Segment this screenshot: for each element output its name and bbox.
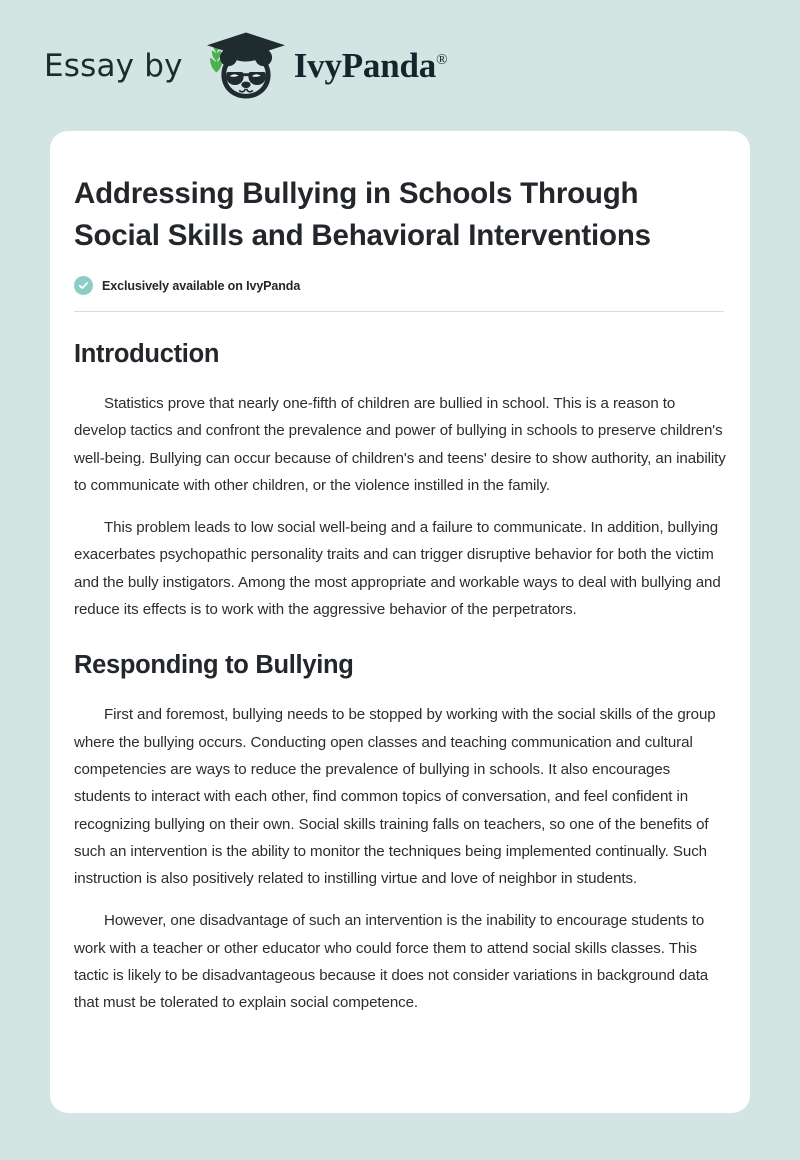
registered-trademark-icon: ® xyxy=(436,51,448,68)
section-heading-introduction: Introduction xyxy=(74,340,220,368)
ivypanda-panda-graduate-logo xyxy=(201,31,285,101)
essay-body xyxy=(74,173,726,1017)
exclusive-availability-badge xyxy=(74,276,726,295)
brand-wordmark xyxy=(294,46,448,86)
essay-by-label: Essay by xyxy=(44,47,183,84)
paragraph: Statistics prove that nearly one-fifth of children are bullied in school. This is a reason to develop tactics and confront the prevalence and power of bullying in schools to preserve children's well-being. Bullying can occur because of children's and teens' desire to show authority, an inability to communicate with other children, or the violence instilled in the family. xyxy=(74,395,726,494)
page-title: Addressing Bullying in Schools Through Social Skills and Behavioral Interventions xyxy=(74,177,651,252)
brand-header xyxy=(0,0,800,131)
brand-name-text: IvyPanda xyxy=(293,45,437,85)
paragraph: This problem leads to low social well-being and a failure to communicate. In addition, bullying exacerbates psychopathic personality traits and can trigger disruptive behavior for both the victim and the bully instigators. Among the most appropriate and workable ways to deal with bullying and reduce its effects is to work with the aggressive behavior of the perpetrators. xyxy=(74,519,721,619)
section-heading-responding-to-bullying: Responding to Bullying xyxy=(74,651,354,680)
check-circle-icon xyxy=(74,276,93,295)
essay-card xyxy=(50,131,750,1113)
paragraph: However, one disadvantage of such an intervention is the inability to encourage students to work with a teacher or other educator who could force them to attend social skills classes. This tactic is likely to be disadvantageous because it does not consider variations in background data that must be tolerated to explain social competence. xyxy=(74,912,709,1012)
exclusive-availability-label: Exclusively available on IvyPanda xyxy=(102,278,301,293)
paragraph: First and foremost, bullying needs to be stopped by working with the social skills of the group where the bullying occurs. Conducting open classes and teaching communication and cultural competencies are ways to reduce the prevalence of bullying in schools. It also encourages students to interact with each other, find common topics of conversation, and feel confident in recognizing bullying on their own. Social skills training falls on teachers, so one of the benefits of such an intervention is the ability to monitor the techniques being implemented continually. Such instruction is also positively related to instilling virtue and love of neighbor in students. xyxy=(74,706,716,888)
title-divider xyxy=(74,311,724,312)
